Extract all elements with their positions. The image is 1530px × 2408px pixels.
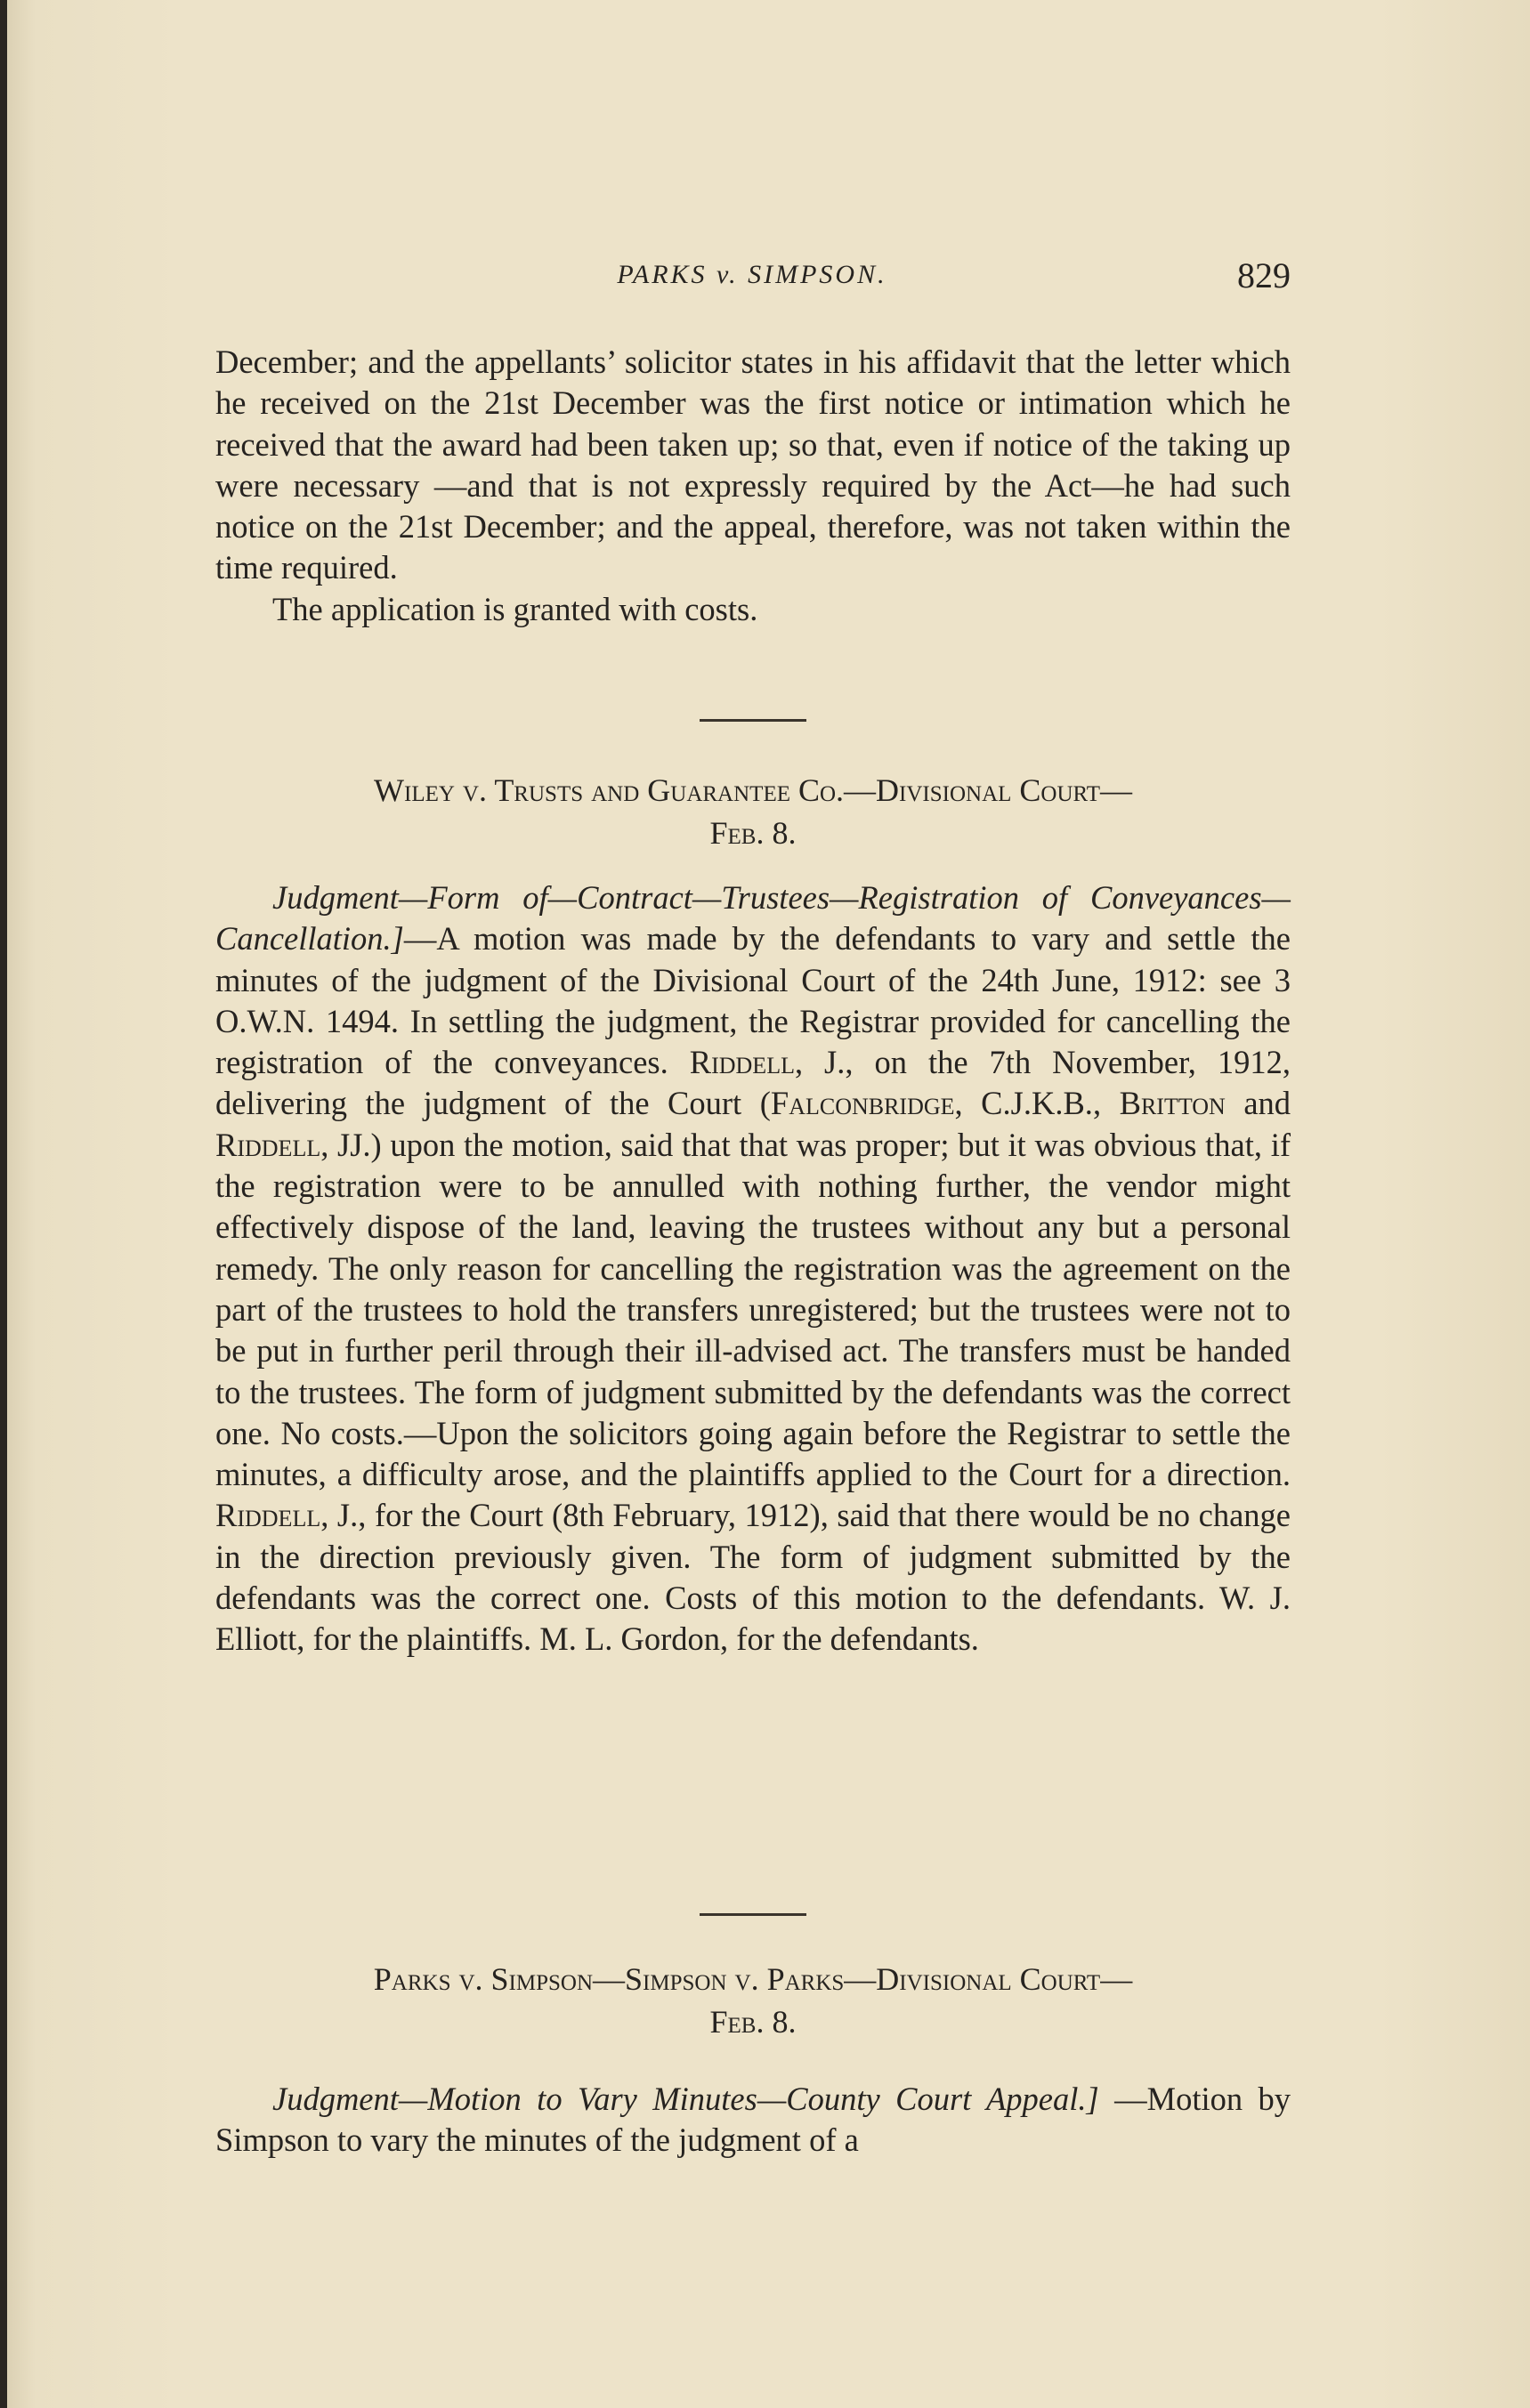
case-paragraph [215, 2079, 1291, 2162]
case-date: Feb. 8. [709, 815, 797, 851]
body-text: , on the 7th November, 1912, delivering the judgment of the Court ( [215, 1044, 1291, 1122]
case-body-wiley [215, 877, 1291, 1661]
case-body-parks [215, 2079, 1291, 2162]
catchwords: Judgment—Motion to Vary Minutes—County Court Appeal.] [272, 2081, 1099, 2117]
section-divider [700, 1913, 806, 1916]
body-text: —Motion by Simpson to vary the minutes of the judgment of a [215, 2081, 1291, 2159]
body-text: and [1225, 1085, 1291, 1122]
body-text: ) upon the motion, said that that was proper; but it was obvious that, if the registration were to be annulled with nothing further, the vendor might effectively dispose of the land, leaving the trustees without any but a personal remedy. The only reason for cancelling the registration was the agreement on the part of the trustees to hold the transfers unregistered; but the trustees were not to be put in further peril through their ill-advised act. The transfers must be handed to the trustees. The form of judgment submitted by the defendants was the correct one. No costs.—Upon the solicitors going again before the Registrar to settle the minutes, a difficulty arose, and the plaintiffs applied to the Court for a direction. [215, 1126, 1291, 1493]
closing-sentence: The application is granted with costs. [272, 590, 758, 627]
running-head [214, 255, 1291, 308]
case-title: Parks v. Simpson—Simpson v. Parks—Divisional Court— [373, 1961, 1133, 1997]
catchwords: Judgment—Form of—Contract—Trustees—Registration of Conveyances—Cancellation.] [215, 879, 1291, 958]
continuation-block [215, 342, 1291, 630]
judge-name: Riddell, J. [689, 1044, 846, 1081]
body-text: , [1092, 1085, 1120, 1122]
case-date: Feb. 8. [709, 2004, 797, 2040]
body-text: —A motion was made by the defendants to vary and settle the minutes of the judgment of the Divisional Court of the 24th June, 1912: see 3 O.W.N. 1494. In settling the judgment, the Registrar provided for cancelling the registration of the conveyances. [215, 920, 1291, 1081]
judge-name: Britton [1119, 1085, 1226, 1122]
case-title: Wiley v. Trusts and Guarantee Co.—Divisional Court— [374, 772, 1132, 808]
judge-name: Riddell, J. [215, 1497, 359, 1534]
judge-name: Falconbridge, C.J.K.B. [770, 1085, 1093, 1122]
section-divider [700, 719, 806, 722]
case-heading-parks [215, 1958, 1291, 2043]
page-number: 829 [1237, 255, 1291, 295]
continuation-paragraph: December; and the appellants’ solicitor states in his affidavit that the letter which he received on the 21st December was the first notice or intimation which he received that the award had been taken up; so that, even if notice of the taking up were necessary —and that is not expressly required by the Act—he had such notice on the 21st December; and the appeal, therefore, was not taken within the time required. [215, 343, 1291, 586]
case-paragraph [215, 877, 1291, 1661]
book-spine-edge [0, 0, 7, 2408]
case-heading-wiley [215, 769, 1291, 854]
judge-name: Riddell, JJ. [215, 1126, 371, 1163]
running-title: PARKS v. SIMPSON. [617, 260, 887, 289]
body-text: , for the Court (8th February, 1912), said that there would be no change in the direction previously given. The form of judgment submitted by the defendants was the correct one. Costs of this motion to the defendants. W. J. Elliott, for the plaintiffs. M. L. Gordon, for the defendants. [215, 1497, 1291, 1658]
